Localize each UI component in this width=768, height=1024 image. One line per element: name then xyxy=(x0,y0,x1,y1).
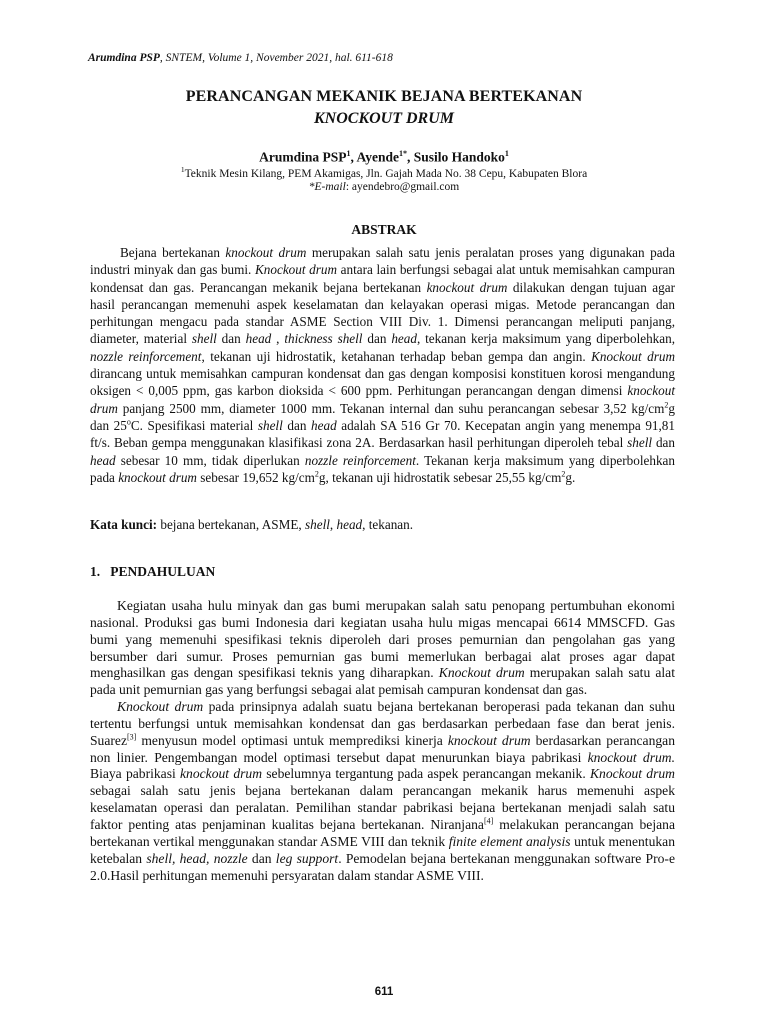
paper-title: PERANCANGAN MEKANIK BEJANA BERTEKANAN xyxy=(185,88,583,105)
header-citation: , SNTEM, Volume 1, November 2021, hal. 611-618 xyxy=(159,52,393,64)
author-affil-mark: 1 xyxy=(346,149,351,158)
affiliation xyxy=(0,165,768,180)
contact-email xyxy=(0,181,768,193)
affiliation-mark: 1 xyxy=(180,165,185,174)
abstract-paragraph: Bejana bertekanan knockout drum merupakan salah satu jenis peralatan proses yang digunakan pada industri minyak dan gas bumi. Knockout drum antara lain berfungsi sebagai alat untuk memisahkan campuran kondensat dan gas. Perancangan mekanik bejana bertekanan knockout drum dilakukan dengan tujuan agar hasil perancangan memenuhi aspek keselamatan dan kelayakan operasi migas. Metode perancangan dan perhitungan mengacu pada standar ASME Section VIII Div. 1. Dimensi perancangan meliputi panjang, diameter, material shell dan head , thickness shell dan head, tekanan kerja maksimum yang diperbolehkan, nozzle reinforcement, tekanan uji hidrostatik, ketahanan terhadap beban gempa dan angin. Knockout drum dirancang untuk memisahkan campuran kondensat dan gas dengan komposisi konstituen korosi mengandung oksigen < 0,005 ppm, gas karbon dioksida < 600 ppm. Perhitungan perancangan dengan dimensi knockout drum panjang 2500 mm, diameter 1000 mm. Tekanan internal dan suhu perancangan sebesar 3,52 $kg/cm^2g$ dan 25$^o$C. Spesifikasi material shell dan head adalah SA 516 Gr 70. Kecepatan angin yang menempa 91,81 ft/s. Beban gempa menggunakan klasifikasi zona 2A. Berdasarkan hasil perhitungan diperoleh tebal shell dan head sebesar 10 mm, tidak diperlukan nozzle reinforcement. Tekanan kerja maksimum yang diperbolehkan pada knockout drum sebesar 19,652 $kg/cm^2g$, tekanan uji hidrostatik sebesar 25,55 $kg/cm^2g$. xyxy=(90,245,676,485)
citation-ref: [3] xyxy=(127,732,137,742)
email-address: : ayendebro@gmail.com xyxy=(345,181,460,193)
abstract-heading: ABSTRAK xyxy=(351,222,417,237)
affiliation-text: Teknik Mesin Kilang, PEM Akamigas, Jln. Gajah Mada No. 38 Cepu, Kabupaten Blora xyxy=(184,167,588,180)
author-affil-mark: 1 xyxy=(504,149,509,158)
author-name: Susilo Handoko xyxy=(413,149,505,165)
author-affil-mark: 1* xyxy=(398,149,407,158)
section-heading-pendahuluan: 1. PENDAHULUAN xyxy=(90,564,216,579)
abstract-text xyxy=(90,244,675,486)
keywords: Kata kunci: bejana bertekanan, ASME, shell, head, tekanan. xyxy=(90,517,414,532)
header-author: Arumdina PSP xyxy=(88,52,160,64)
page-number: 611 xyxy=(374,986,394,998)
author-name: Ayende xyxy=(356,149,399,165)
running-header xyxy=(88,52,688,64)
email-label: *E-mail xyxy=(308,181,346,193)
author-list: Arumdina PSP$^1$, Ayende$^{1*}$, Susilo Handoko$^1$ xyxy=(259,149,509,165)
introduction-text xyxy=(90,598,675,884)
keywords-label: Kata kunci: xyxy=(90,517,158,532)
paper-subtitle: KNOCKOUT DRUM xyxy=(313,110,454,127)
intro-paragraph-2: Knockout drum pada prinsipnya adalah suatu bejana bertekanan beroperasi pada tekanan dan suhu tertentu berfungsi untuk memisahkan kondensat dan gas berdasarkan perbedaan fase dan berat jenis. Suarez[3] menyusun model optimasi untuk memprediksi kinerja knockout drum berdasarkan perancangan non linier. Pengembangan model optimasi tersebut dapat menurunkan biaya pabrikasi knockout drum. Biaya pabrikasi knockout drum sebelumnya tergantung pada aspek perancangan mekanik. Knockout drum sebagai salah satu jenis bejana bertekanan dalam perancangan mekanik harus memenuhi aspek keselamatan operasi dan peralatan. Pemilihan standar pabrikasi bejana bertekanan menjadi salah satu faktor penting atas penjaminan kualitas bejana bertekanan. Niranjana[4] melakukan perancangan bejana bertekanan vertikal menggunakan standar ASME VIII dan teknik finite element analysis untuk menentukan ketebalan shell, head, nozzle dan leg support. Pemodelan bejana bertekanan menggunakan software Pro-e 2.0.Hasil perhitungan memenuhi persyaratan dalam standar ASME VIII. xyxy=(90,699,676,883)
citation-ref: [4] xyxy=(483,816,494,826)
intro-paragraph-1: Kegiatan usaha hulu minyak dan gas bumi merupakan salah satu penopang pertumbuhan ekonomi nasional. Produksi gas bumi Indonesia dari kegiatan usaha hulu migas mencapai 6614 MMSCFD. Gas bumi yang memenuhi spesifikasi teknis diperoleh dari proses pemurnian dan pengolahan gas yang bersumber dari sumur. Proses pemurnian gas bumi memerlukan berbagai alat proses agar dapat menghasilkan gas dengan spesifikasi teknis yang diharapkan. Knockout drum merupakan salah satu alat pada unit pemurnian gas yang berfungsi sebagai alat pemisah campuran kondensat dan gas. xyxy=(90,598,675,698)
author-name: Arumdina PSP xyxy=(259,149,347,165)
